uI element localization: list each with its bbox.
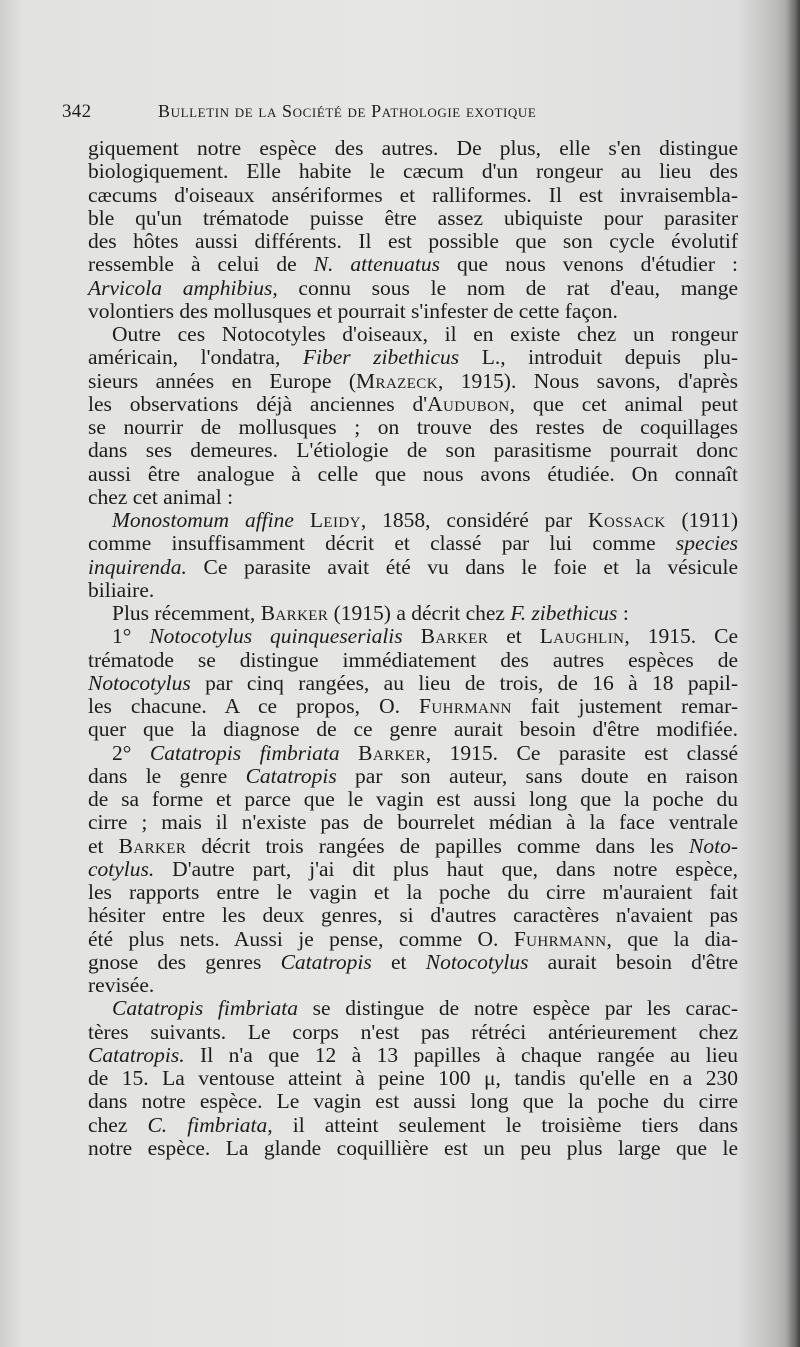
text-segment: revisée.: [88, 973, 155, 997]
text-line: [88, 463, 738, 486]
text-segment: dans notre espèce. Le vagin est aussi long que la poche du cirre: [88, 1089, 738, 1114]
text-segment: ble qu'un trématode puisse être assez ubiquiste pour parasiter: [88, 205, 738, 230]
text-segment: des hôtes aussi différents. Il est possible que son cycle évolutif: [88, 229, 738, 253]
text-segment: Outre ces Notocotyles d'oiseaux, il en existe chez un rongeur: [112, 322, 738, 346]
text-line: [88, 858, 738, 881]
text-segment: , que la dia-: [606, 926, 738, 951]
text-line: [88, 928, 738, 951]
text-segment: connu sous le nom de rat d'eau, mange: [277, 275, 738, 300]
text-line: [88, 137, 738, 160]
text-segment: notre espèce. La glande coquillière est un peu plus large que le: [88, 1135, 738, 1160]
text-line: [88, 253, 738, 276]
text-segment: par son auteur, sans doute en raison: [336, 763, 739, 788]
author-name: Barker: [358, 740, 426, 765]
italic-text: Catatropis: [280, 949, 372, 974]
text-segment: et: [371, 949, 426, 974]
text-segment: L., introduit depuis plu-: [459, 345, 738, 370]
text-line: [88, 160, 738, 183]
italic-text: Catatropis fimbriata: [149, 740, 340, 765]
text-line: [88, 718, 738, 741]
text-segment: il atteint seulement le troisième tiers dans: [272, 1112, 738, 1137]
italic-text: Fiber zibethicus: [302, 345, 460, 370]
text-line: [88, 649, 738, 672]
text-line: [88, 370, 738, 393]
text-segment: , que cet animal peut: [509, 391, 738, 416]
text-line: [88, 509, 738, 532]
italic-text: Notocotylus: [88, 670, 191, 695]
text-line: [88, 695, 738, 718]
text-segment: 1°: [112, 624, 150, 649]
text-segment: les rapports entre le vagin et la poche du cirre m'auraient fait: [88, 880, 738, 904]
page-number: 342: [62, 101, 92, 122]
text-segment: 2°: [112, 740, 150, 765]
text-segment: [403, 624, 421, 648]
author-name: Laughlin: [539, 624, 625, 649]
text-line: [88, 1021, 738, 1044]
text-segment: fait justement remar-: [511, 694, 738, 718]
text-segment: Ce parasite avait été vu dans le foie et la vésicule: [186, 554, 738, 579]
text-line: [88, 672, 738, 695]
text-line: [88, 346, 738, 369]
text-segment: et: [88, 833, 119, 858]
italic-text: Catatropis.: [88, 1042, 185, 1067]
text-line: [88, 579, 738, 602]
text-line: [88, 532, 738, 555]
text-segment: , 1915). Nous savons, d'après: [437, 368, 738, 393]
text-segment: (1915) a décrit chez: [328, 601, 511, 625]
text-line: [88, 835, 738, 858]
text-line: [88, 300, 738, 323]
text-segment: cæcums d'oiseaux ansériformes et ralliformes. Il est invraisembla-: [88, 182, 738, 207]
text-segment: , 1915. Ce: [624, 624, 738, 649]
text-segment: dans le genre: [88, 763, 246, 788]
text-line: [88, 416, 738, 439]
text-segment: chez cet animal :: [88, 484, 234, 509]
text-segment: trématode se distingue immédiatement des autres espèces de: [88, 647, 738, 672]
text-line: [88, 974, 738, 997]
page-binding-shadow: [786, 0, 800, 1347]
italic-text: cotylus.: [88, 856, 155, 881]
text-segment: tères suivants. Le corps n'est pas rétréci antérieurement chez: [88, 1019, 738, 1044]
text-segment: Plus récemment,: [112, 601, 261, 625]
text-segment: gnose des genres: [88, 949, 281, 974]
italic-text: Noto-: [689, 833, 738, 858]
text-line: [88, 742, 738, 765]
author-name: Barker: [118, 833, 187, 858]
text-line: [88, 997, 738, 1020]
text-segment: les observations déjà anciennes d': [88, 391, 428, 416]
text-segment: comme insuffisamment décrit et classé par lui comme: [88, 531, 676, 556]
text-segment: de sa forme et parce que le vagin est aussi long que la poche du: [88, 787, 738, 811]
text-segment: quer que la diagnose de ce genre aurait besoin d'être modifiée.: [88, 717, 738, 742]
text-line: [88, 277, 738, 300]
text-line: [88, 393, 738, 416]
text-segment: et: [488, 624, 540, 649]
italic-text: species: [675, 531, 738, 556]
italic-text: Notocotylus quinqueserialis: [149, 624, 403, 649]
text-line: [88, 765, 738, 788]
text-segment: chez: [88, 1112, 148, 1137]
journal-title: Bulletin de la Société de Pathologie exotique: [158, 101, 537, 121]
text-segment: hésiter entre les deux genres, si d'autres caractères n'avaient pas: [88, 903, 738, 928]
text-segment: volontiers des mollusques et pourrait s'infester de cette façon.: [88, 298, 618, 323]
text-segment: par cinq rangées, au lieu de trois, de 16 à 18 papil-: [190, 670, 738, 695]
text-segment: [340, 741, 359, 765]
text-segment: dans ses demeures. L'étiologie de son parasitisme pourrait donc: [88, 438, 738, 463]
text-line: [88, 904, 738, 927]
text-segment: sieurs années en Europe (: [88, 368, 357, 393]
italic-text: Arvicola amphibius,: [88, 275, 278, 300]
body-text: [88, 137, 738, 1160]
text-segment: D'autre part, j'ai dit plus haut que, dans notre espèce,: [154, 856, 738, 881]
text-line: [88, 1044, 738, 1067]
author-name: Barker: [260, 601, 329, 625]
text-segment: biliaire.: [88, 577, 155, 602]
author-name: Kossack: [588, 508, 666, 532]
text-line: [88, 184, 738, 207]
author-name: Mrazeck: [356, 368, 438, 393]
italic-text: Catatropis: [245, 763, 337, 788]
text-segment: cirre ; mais il n'existe pas de bourrelet médian à la face ventrale: [88, 810, 738, 835]
text-segment: biologiquement. Elle habite le cæcum d'un rongeur au lieu des: [88, 159, 738, 184]
text-segment: de 15. La ventouse atteint à peine 100 μ, tandis qu'elle en a 230: [88, 1066, 738, 1090]
text-segment: (1911): [665, 508, 738, 532]
text-line: [88, 788, 738, 811]
text-line: [88, 881, 738, 904]
text-line: [88, 323, 738, 346]
text-line: [88, 1114, 738, 1137]
italic-text: N. attenuatus: [313, 252, 441, 277]
text-segment: , 1915. Ce parasite est classé: [425, 740, 738, 765]
text-line: [88, 602, 738, 625]
italic-text: Monostomum affine: [112, 508, 294, 532]
text-line: [88, 811, 738, 834]
italic-text: Notocotylus: [425, 949, 529, 974]
text-segment: les chacune. A ce propos, O.: [88, 694, 420, 718]
text-segment: se distingue de notre espèce par les carac-: [297, 996, 738, 1021]
text-segment: , 1858, considéré par: [360, 508, 589, 532]
text-line: [88, 486, 738, 509]
text-line: [88, 230, 738, 253]
author-name: Barker: [420, 624, 489, 649]
author-name: Fuhrmann: [419, 694, 512, 718]
author-name: Leidy: [309, 508, 361, 532]
text-segment: été plus nets. Aussi je pense, comme O.: [88, 926, 514, 951]
text-segment: aussi être analogue à celle que nous avons étudiée. On connaît: [88, 461, 738, 486]
text-line: [88, 951, 738, 974]
text-segment: se nourrir de mollusques ; on trouve des restes de coquillages: [88, 415, 738, 439]
text-segment: décrit trois rangées de papilles comme dans les: [186, 833, 690, 858]
text-line: [88, 1090, 738, 1113]
author-name: Audubon: [427, 391, 510, 416]
text-line: [88, 1137, 738, 1160]
text-segment: ressemble à celui de: [88, 252, 314, 277]
text-line: [88, 207, 738, 230]
text-segment: que nous venons d'étudier :: [440, 252, 738, 277]
text-segment: Il n'a que 12 à 13 papilles à chaque rangée au lieu: [184, 1042, 738, 1067]
text-line: [88, 625, 738, 648]
text-segment: [294, 508, 310, 532]
italic-text: C. fimbriata,: [147, 1112, 273, 1137]
italic-text: Catatropis fimbriata: [112, 996, 298, 1021]
text-line: [88, 556, 738, 579]
text-line: [88, 1067, 738, 1090]
italic-text: F. zibethicus: [510, 601, 618, 625]
text-segment: américain, l'ondatra,: [88, 345, 303, 370]
running-header: [62, 98, 742, 128]
text-line: [88, 439, 738, 462]
italic-text: inquirenda.: [88, 554, 187, 579]
text-segment: :: [617, 601, 629, 625]
text-segment: aurait besoin d'être: [528, 949, 739, 974]
text-segment: giquement notre espèce des autres. De plus, elle s'en distingue: [88, 136, 738, 160]
author-name: Fuhrmann: [513, 926, 607, 951]
